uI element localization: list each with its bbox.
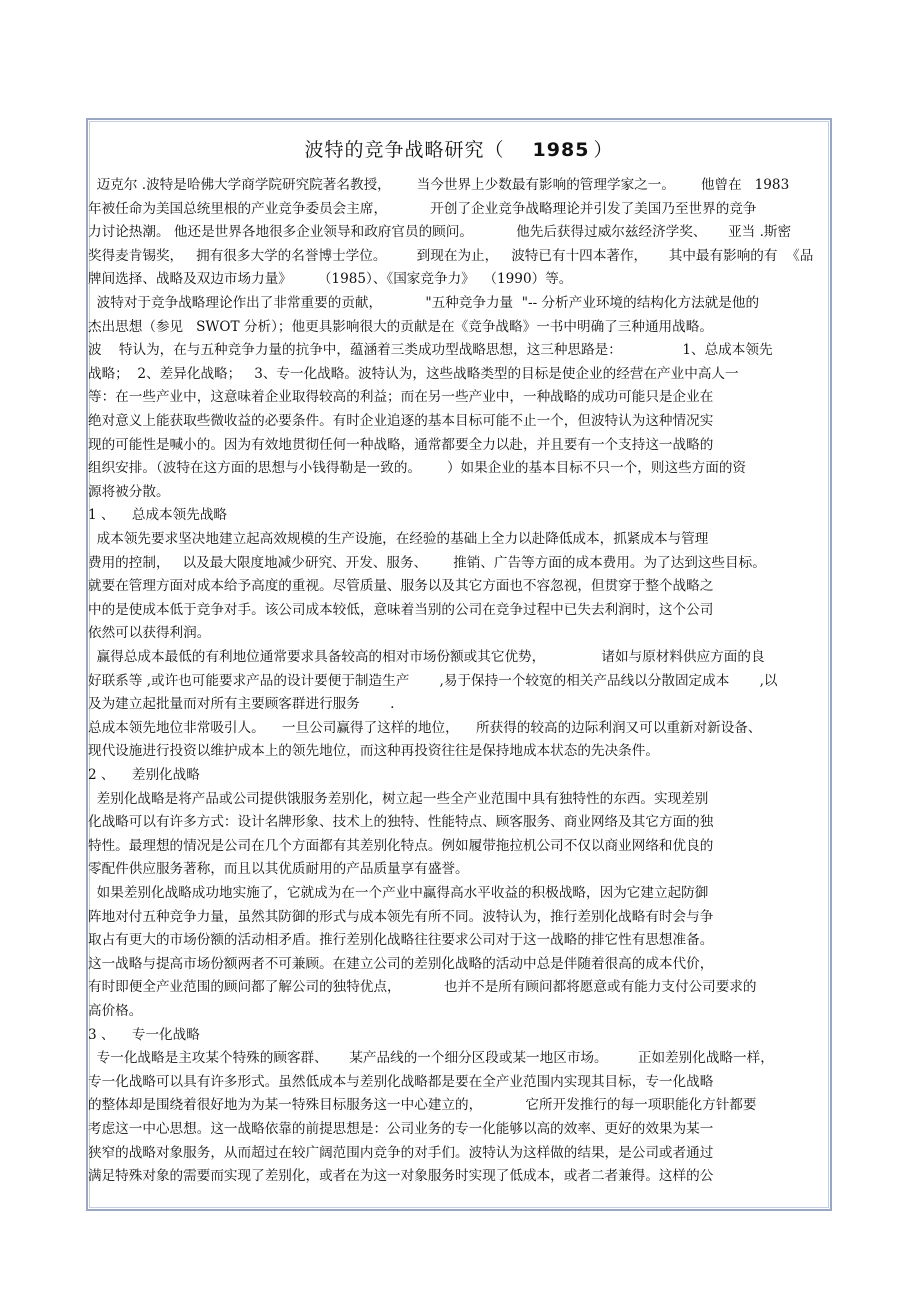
text-line: 年被任命为美国总统里根的产业竞争委员会主席， 开创了企业竞争战略理论并引发了美国乃至世界的竞争: [88, 200, 757, 217]
text-line: 中的是使成本低于竞争对手。该公司成本较低，意味着当别的公司在竞争过程中已失去利润时，这个公司: [88, 601, 714, 618]
text-line: 成本领先要求坚决地建立起高效规模的生产设施，在经验的基础上全力以赴降低成本，抓紧成本与管理: [88, 531, 709, 547]
text-line: 绝对意义上能获取些微收益的必要条件。有时企业追逐的基本目标可能不止一个，但波特认为这种情况实: [88, 413, 714, 429]
text-line: 费用的控制， 以及最大限度地减少研究、开发、服务、 推销、广告等方面的成本费用。为了达到这些目标。: [88, 554, 766, 571]
text-line: 2 、 差别化战略: [88, 767, 200, 783]
title-text: 波特的竞争战略研究（: [304, 139, 505, 161]
text-line: 组织安排。（波特在这方面的思想与小钱得勒是一致的。 ）如果企业的基本目标不只一个，则这些方面的资: [88, 460, 747, 477]
text-line: 差别化战略是将产品或公司提供饿服务差别化，树立起一些全产业范围中具有独特性的东西。实现差别: [88, 790, 709, 807]
text-line: 好联系等 ,或许也可能要求产品的设计要便于制造生产 ,易于保持一个较宽的相关产品线以分散固定成本 ,以: [88, 672, 778, 689]
text-line: 阵地对付五种竞争力量，虽然其防御的形式与成本领先有所不同。波特认为，推行差别化战略有时会与争: [88, 908, 714, 925]
text-line: 专一化战略可以具有许多形式。虽然低成本与差别化战略都是要在全产业范围内实现其目标，专一化战略: [88, 1073, 714, 1090]
text-line: 1 、 总成本领先战略: [88, 507, 228, 524]
text-line: 波特对于竞争战略理论作出了非常重要的贡献， "五种竞争力量 "-- 分析产业环境的结构化方法就是他的: [88, 295, 760, 311]
text-line: 有时即便全产业范围的顾问都了解公司的独特优点， 也并不是所有顾问都将愿意或有能力支付公司要求的: [88, 979, 757, 996]
title-close: ）: [593, 139, 614, 161]
text-line: 依然可以获得利润。: [88, 625, 211, 642]
text-line: 赢得总成本最低的有利地位通常要求具备较高的相对市场份额或其它优势， 诸如与原材料供应方面的良: [88, 649, 765, 665]
text-line: 奖得麦肯锡奖， 拥有很多大学的名誉博士学位。 到现在为止， 波特已有十四本著作， 其中最有影响的有 《品: [88, 247, 814, 264]
text-line: 杰出思想（参见 SWOT 分析）；他更具影响很大的贡献是在《竞争战略》一书中明确了三种通用战略。: [88, 318, 713, 335]
text-line: 高价格。: [88, 1003, 143, 1019]
text-line: 战略； 2、差异化战略； 3、专一化战略。波特认为，这些战略类型的目标是使企业的经营在产业中高人一: [88, 365, 739, 382]
text-line: 如果差别化战略成功地实施了，它就成为在一个产业中赢得高水平收益的积极战略，因为它建立起防御: [88, 885, 709, 901]
text-line: 波 特认为，在与五种竞争力量的抗争中，蕴涵着三类成功型战略思想，这三种思路是： 1、总成本领先: [88, 342, 773, 359]
text-line: 3 、 专一化战略: [88, 1026, 200, 1043]
text-line: 现的可能性是喊小的。因为有效地贯彻任何一种战略，通常都要全力以赴，并且要有一个支持这一战略的: [88, 436, 714, 453]
text-line: 总成本领先地位非常吸引人。 一旦公司赢得了这样的地位， 所获得的较高的边际利润又可以重新对新设备、: [88, 719, 762, 736]
text-line: 考虑这一中心思想。这一战略依靠的前提思想是：公司业务的专一化能够以高的效率、更好的效果为某一: [88, 1121, 714, 1137]
text-line: 满足特殊对象的需要而实现了差别化，或者在为这一对象服务时实现了低成本，或者二者兼得。这样的公: [88, 1168, 714, 1185]
text-line: 等：在一些产业中，这意味着企业取得较高的利益；而在另一些产业中，一种战略的成功可能只是企业在: [88, 389, 714, 406]
text-line: 狭窄的战略对象服务，从而超过在较广阔范围内竞争的对手们。波特认为这样做的结果，是公司或者通过: [88, 1144, 714, 1161]
page-title: [86, 135, 832, 162]
text-line: 这一战略与提高市场份额两者不可兼顾。在建立公司的差别化战略的活动中总是伴随着很高的成本代价，: [88, 955, 714, 972]
text-line: 现代设施进行投资以维护成本上的领先地位，而这种再投资往往是保持地成本状态的先决条件。: [88, 743, 659, 760]
text-line: 取占有更大的市场份额的活动相矛盾。推行差别化战略往往要求公司对于这一战略的排它性有思想准备。: [88, 932, 714, 949]
text-line: 化战略可以有许多方式：设计名牌形象、技术上的独特、性能特点、顾客服务、商业网络及其它方面的独: [88, 814, 714, 831]
text-line: 牌间选择、战略及双边市场力量》 （1985）、《国家竞争力》 （1990）等。: [88, 271, 573, 288]
text-line: 源将被分散。: [88, 483, 170, 500]
title-year: 1985: [532, 139, 590, 161]
text-line: 就要在管理方面对成本给予高度的重视。尽管质量、服务以及其它方面也不容忽视，但贯穿于整个战略之: [88, 578, 714, 595]
text-line: 特性。最理想的情况是公司在几个方面都有其差别化特点。例如履带拖拉机公司不仅以商业网络和优良的: [88, 837, 714, 854]
text-line: 的整体却是围绕着很好地为为某一特殊目标服务这一中心建立的， 它所开发推行的每一项职能化方针都要: [88, 1097, 757, 1114]
text-line: 及为建立起批量而对所有主要顾客群进行服务 .: [88, 696, 395, 713]
text-line: 专一化战略是主攻某个特殊的顾客群、 某产品线的一个细分区段或某一地区市场。 正如差别化战略一样，: [88, 1050, 774, 1067]
text-line: 零配件供应服务著称，而且以其优质耐用的产品质量享有盛誉。: [88, 861, 469, 878]
text-line: 迈克尔 .波特是哈佛大学商学院研究院著名教授， 当今世界上少数最有影响的管理学家之一。 他曾在 1983: [88, 177, 790, 193]
text-line: 力讨论热潮。 他还是世界各地很多企业领导和政府官员的顾问。 他先后获得过威尔兹经济学奖、 亚当 .斯密: [88, 224, 792, 241]
